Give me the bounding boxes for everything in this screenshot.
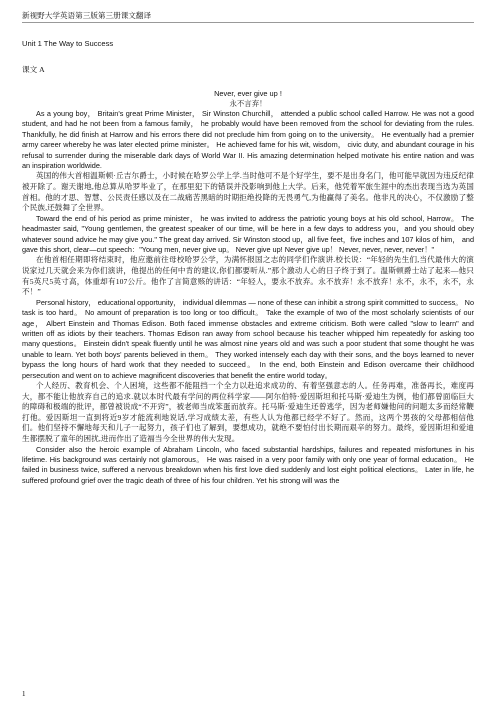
- passage-title-cn: 永不言弃！: [229, 99, 267, 108]
- page-number: 1: [22, 690, 26, 698]
- page-header: 新视野大学英语第三版第三册课文翻译: [22, 11, 152, 20]
- paragraph-en-3: Personal history， educational opportunity， individual dilemmas — none of these can inhibit a strong spirit committed to success。 No task is too hard。 No amount of preparation is too long or too difficult。 Take the example of two of the most scholarly scientists of our age， Albert Einstein and Thomas Edison. Both faced immense obstacles and extreme criticism. Both were called "slow to learn" and written off as idiots by their teachers. Thomas Edison ran away from school because his teacher whipped him repeatedly for asking too many questions。 Einstein didn't speak fluently until he was almost nine years old and was such a poor student that some thought he was unable to learn. Yet both boys' parents believed in them。 They worked intensely each day with their sons, and the boys learned to never bypass the long hours of hard work that they needed to succeed。 In the end, both Einstein and Edison overcame their childhood persecution and went on to achieve magnificent discoveries that benefit the entire world today。: [22, 297, 474, 380]
- paragraph-cn-1: 英国的伟大首相温斯顿·丘吉尔爵士，小时候在哈罗公学上学.当时他可不是个好学生，要不是出身名门，他可能早就因为违反纪律被开除了。谢天谢地,他总算从哈罗毕业了，在那里犯下的错误并没影响到他上大学。后来，他凭着军旅生涯中的杰出表现当选为英国首相。他的才思、智慧、公民责任感以及在二战痛苦黑暗的时期拒绝投降的无畏勇气,为他赢得了美名。他非凡的决心，不仅激励了整个民族,还鼓舞了全世界。: [22, 171, 474, 213]
- paragraph-en-1: As a young boy， Britain's great Prime Minister， Sir Winston Churchill， attended a public school called Harrow. He was not a good student, and had he not been from a famous family， he probably would have been removed from the school for deviating from the rules. Thankfully, he did finish at Harrow and his errors there did not preclude him from going on to the university。 He eventually had a premier army career whereby he was later elected prime minister。 He achieved fame for his wit, wisdom， civic duty, and abundant courage in his refusal to surrender during the miserable dark days of World War II. His amazing determination helped motivate his entire nation and was an inspiration worldwide.: [22, 109, 474, 171]
- paragraph-en-2: Toward the end of his period as prime minister， he was invited to address the patriotic young boys at his old school, Harrow。 The headmaster said, "Young gentlemen, the greatest speaker of our time, will be here in a few days to address you，and you should obey whatever sound advice he may give you." The great day arrived. Sir Winston stood up，all five feet，five inches and 107 kilos of him， and gave this short, clear—cut speech："Young men, never give up。 Never give up! Never give up！ Never, never, never, never！": [22, 213, 474, 255]
- header-divider: [22, 22, 474, 23]
- passage-title-en: Never, ever give up !: [214, 89, 282, 98]
- paragraph-en-4: Consider also the heroic example of Abraham Lincoln, who faced substantial hardships, failures and repeated misfortunes in his lifetime. His background was certainly not glamorous。 He was raised in a very poor family with only one year of formal education。 He failed in business twice, suffered a nervous breakdown when his first love died suddenly and lost eight political elections。 Later in life, he suffered profound grief over the tragic death of three of his four children. Yet his strong will was the: [22, 444, 474, 485]
- paragraph-cn-3: 个人经历、教育机会、个人困境，这些都不能阻挡一个全力以赴追求成功的、有着坚强意志的人。任务再难，准备再长，难度再大，都不能让他放弃自己的追求.就以本时代最有学问的两位科学家——阿尔伯特·爱因斯坦和托马斯·爱迪生为例，他们都曾面临巨大的障碍和极端的批评，都曾被说成“不开窍”，被老师当成笨蛋而放弃。托马斯·爱迪生还曾逃学，因为老师嫌他问的问题太多而经常鞭打他。爱因斯坦一直到将近9岁才能流利地说话,学习成绩太差，有些人认为他都已经学不好了。然而，这两个男孩的父母都相信他们。他们坚持不懈地每天和儿子一起努力，孩子们也了解到，要想成功，就绝不要怕付出长期而艰辛的努力。最终，爱因斯坦和爱迪生都摆脱了童年的困扰,进而作出了造福当今全世界的伟大发现。: [22, 381, 474, 444]
- unit-title: Unit 1 The Way to Success: [22, 39, 114, 48]
- paragraph-cn-2: 在他首相任期即将结束时，他应邀前往母校哈罗公学，为满怀报国之志的同学们作演讲.校长说：“年轻的先生们,当代最伟大的演说家过几天就会来为你们演讲，他提出的任何中肯的建议,你们都要听从.”那个激动人心的日子终于到了。温斯顿爵士站了起来—他只有5英尺5英寸高，体重却有107公斤。他作了言简意赅的讲话：“年轻人，要永不放弃。永不放弃！永不放弃！永不，永不，永不，永不！”: [22, 255, 474, 297]
- section-label: 课文 A: [22, 65, 45, 74]
